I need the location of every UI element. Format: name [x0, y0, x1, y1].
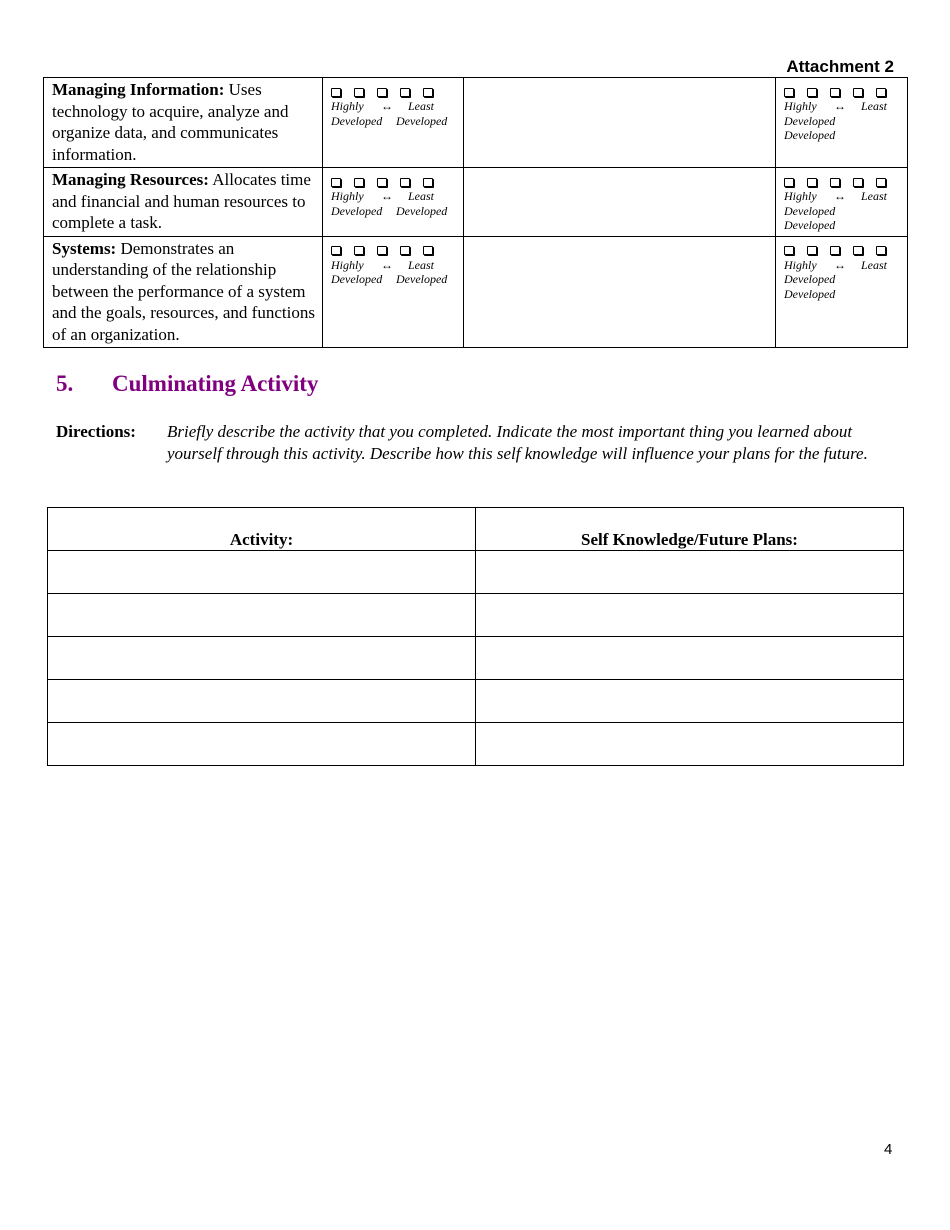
directions-label: Directions: — [56, 422, 136, 441]
scale-label: Developed — [331, 203, 383, 218]
plans-cell[interactable] — [476, 594, 904, 637]
rating-checkbox[interactable] — [400, 246, 410, 255]
activity-row — [48, 594, 904, 637]
scale-label: Developed — [331, 272, 383, 286]
rating-checkbox[interactable] — [876, 246, 886, 255]
activity-row — [48, 551, 904, 594]
scale-label: ↔ — [381, 189, 393, 203]
scale-label: ↔ — [381, 99, 393, 113]
rating-checkbox[interactable] — [423, 246, 433, 255]
scale-label: ↔ — [834, 189, 846, 203]
plans-cell[interactable] — [476, 551, 904, 594]
evidence-cell[interactable] — [464, 78, 776, 168]
scale-label: Developed — [784, 218, 836, 232]
scale-label: Highly — [784, 99, 817, 113]
rating-cell — [776, 168, 908, 237]
rating-checkbox[interactable] — [853, 88, 863, 97]
scale-label: Developed — [784, 113, 836, 128]
rating-checkbox[interactable] — [423, 178, 433, 187]
section-title: Culminating Activity — [112, 371, 319, 396]
scale-label: Least — [408, 257, 435, 272]
scale-label: Developed — [396, 203, 448, 218]
rating-checkbox[interactable] — [377, 178, 387, 187]
rating-cell — [323, 78, 464, 168]
rating-checkbox[interactable] — [423, 88, 433, 97]
scale-label: Developed — [784, 272, 836, 286]
self-knowledge-header: Self Knowledge/Future Plans: — [476, 508, 904, 551]
activity-header: Activity: — [48, 508, 476, 551]
rating-checkbox[interactable] — [400, 88, 410, 97]
rating-checkbox[interactable] — [354, 178, 364, 187]
rating-checkbox[interactable] — [830, 246, 840, 255]
rating-checkbox[interactable] — [807, 178, 817, 187]
competency-title: Systems: — [52, 238, 117, 258]
competency-description — [44, 168, 323, 237]
activity-cell[interactable] — [48, 680, 476, 723]
rating-checkbox[interactable] — [876, 178, 886, 187]
scale-label: Developed — [331, 113, 383, 128]
scale-label: Highly — [331, 189, 364, 203]
rating-checkbox[interactable] — [784, 88, 794, 97]
competency-table — [43, 77, 908, 348]
competency-row — [44, 78, 908, 168]
scale-label: Highly — [784, 257, 817, 272]
scale-label: ↔ — [834, 99, 846, 113]
competency-description — [44, 78, 323, 168]
scale-label: Highly — [784, 189, 817, 203]
rating-cell — [776, 78, 908, 168]
attachment-label: Attachment 2 — [786, 57, 894, 76]
competency-title: Managing Information: — [52, 80, 225, 99]
competency-text: Demonstrates an understanding of the relationship between the performance of a system and the goals, resources, and functions of an organization. — [52, 238, 315, 344]
directions-text: Briefly describe the activity that you completed. Indicate the most important thing you learned about yourself through this activity. Describe how this self knowledge will influence your plans for the future. — [167, 422, 868, 463]
plans-cell[interactable] — [476, 637, 904, 680]
scale-label: Developed — [396, 113, 448, 128]
evidence-cell[interactable] — [464, 168, 776, 237]
scale-label: Developed — [784, 286, 836, 301]
section-heading — [56, 371, 318, 397]
plans-cell[interactable] — [476, 723, 904, 766]
rating-cell — [323, 168, 464, 237]
competency-row — [44, 168, 908, 237]
scale-label: Developed — [396, 272, 448, 286]
rating-checkbox[interactable] — [830, 88, 840, 97]
competency-text: Allocates time and financial and human resources to complete a task. — [52, 170, 311, 232]
section-number: 5. — [56, 371, 74, 396]
scale-label: Least — [861, 189, 888, 203]
activity-row — [48, 637, 904, 680]
scale-label: Least — [861, 99, 888, 113]
rating-checkbox[interactable] — [331, 246, 341, 255]
competency-text: Uses technology to acquire, analyze and organize data, and communicates information. — [52, 80, 289, 164]
rating-checkbox[interactable] — [853, 178, 863, 187]
scale-label: Least — [408, 99, 435, 113]
scale-label: Developed — [784, 128, 836, 142]
rating-cell — [776, 236, 908, 348]
rating-checkbox[interactable] — [400, 178, 410, 187]
activity-cell[interactable] — [48, 637, 476, 680]
rating-cell — [323, 236, 464, 348]
rating-checkbox[interactable] — [784, 246, 794, 255]
rating-checkbox[interactable] — [331, 88, 341, 97]
scale-label: Developed — [784, 203, 836, 218]
competency-description — [44, 236, 323, 348]
scale-label: ↔ — [381, 257, 393, 272]
scale-label: Highly — [331, 257, 364, 272]
rating-checkbox[interactable] — [853, 246, 863, 255]
scale-label: Least — [408, 189, 435, 203]
rating-checkbox[interactable] — [377, 88, 387, 97]
competency-row — [44, 236, 908, 348]
activity-row — [48, 680, 904, 723]
competency-title: Managing Resources: — [52, 170, 209, 189]
activity-table — [47, 507, 904, 766]
rating-checkbox[interactable] — [377, 246, 387, 255]
scale-label: Least — [861, 257, 888, 272]
rating-checkbox[interactable] — [354, 246, 364, 255]
plans-cell[interactable] — [476, 680, 904, 723]
scale-label: Highly — [331, 99, 364, 113]
rating-checkbox[interactable] — [784, 178, 794, 187]
activity-cell[interactable] — [48, 723, 476, 766]
activity-cell[interactable] — [48, 551, 476, 594]
activity-cell[interactable] — [48, 594, 476, 637]
page-number: 4 — [884, 1141, 893, 1158]
rating-checkbox[interactable] — [807, 246, 817, 255]
rating-checkbox[interactable] — [830, 178, 840, 187]
activity-row — [48, 723, 904, 766]
rating-checkbox[interactable] — [807, 88, 817, 97]
scale-label: ↔ — [834, 257, 846, 272]
rating-checkbox[interactable] — [876, 88, 886, 97]
rating-checkbox[interactable] — [354, 88, 364, 97]
evidence-cell[interactable] — [464, 236, 776, 348]
activity-header-row — [48, 508, 904, 551]
rating-checkbox[interactable] — [331, 178, 341, 187]
